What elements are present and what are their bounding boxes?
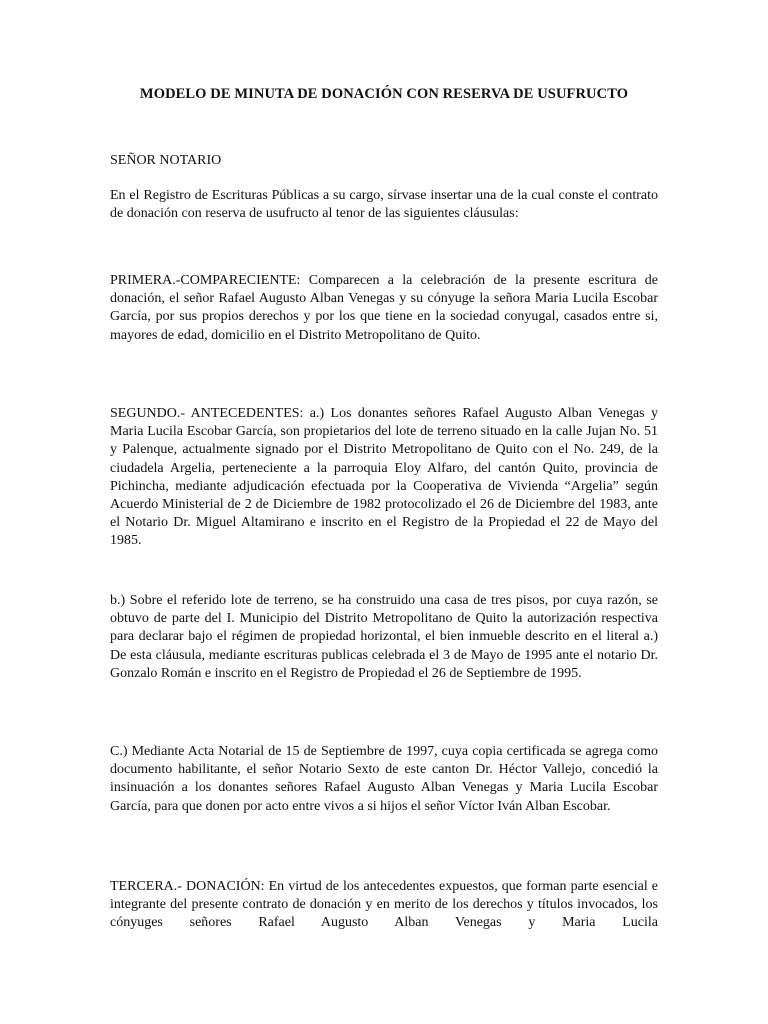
document-title: MODELO DE MINUTA DE DONACIÓN CON RESERVA DE USUFRUCTO xyxy=(139,86,629,102)
paragraph-antecedente-b: b.) Sobre el referido lote de terreno, se ha construido una casa de tres pisos, por cuya razón, se obtuvo de parte del I. Municipio del Distrito Metropolitano de Quito la autorización respectiva para declarar bajo el régimen de propiedad horizontal, el bien inmueble descrito en el literal a.) De esta cláusula, mediante escrituras publicas celebrada el 3 de Mayo de 1995 ante el notario Dr. Gonzalo Román e inscrito en el Registro de Propiedad el 26 de Septiembre de 1995. xyxy=(110,593,658,681)
paragraph-segundo-antecedentes: SEGUNDO.- ANTECEDENTES: a.) Los donantes señores Rafael Augusto Alban Venegas y Maria Lucila Escobar García, son propietarios del lote de terreno situado en la calle Jujan No. 51 y Palenque, actualmente signado por el Distrito Metropolitano de Quito con el No. 249, de la ciudadela Argelia, perteneciente a la parroquia Eloy Alfaro, del cantón Quito, provincia de Pichincha, mediante adjudicación efectuada por la Cooperativa de Vivienda “Argelia” según Acuerdo Ministerial de 2 de Diciembre de 1982 protocolizado el 26 de Diciembre del 1983, ante el Notario Dr. Miguel Altamirano e inscrito en el Registro de la Propiedad el 22 de Mayo del 1985. xyxy=(110,406,658,549)
paragraph-primera-compareciente: PRIMERA.-COMPARECIENTE: Comparecen a la celebración de la presente escritura de donación, el señor Rafael Augusto Alban Venegas y su cónyuge la señora Maria Lucila Escobar García, por sus propios derechos y por los que tiene en la sociedad conyugal, casados entre si, mayores de edad, domicilio en el Distrito Metropolitano de Quito. xyxy=(110,273,658,343)
salutation: SEÑOR NOTARIO xyxy=(110,153,222,168)
paragraph-intro: En el Registro de Escrituras Públicas a su cargo, sírvase insertar una de la cual conste el contrato de donación con reserva de usufructo al tenor de las siguientes cláusulas: xyxy=(110,188,658,222)
paragraph-tercera-donacion: TERCERA.- DONACIÓN: En virtud de los antecedentes expuestos, que forman parte esencial e integrante del presente contrato de donación y en merito de los derechos y títulos invocados, los cónyuges señores Rafael Augusto Alban Venegas y Maria Lucila xyxy=(110,879,658,931)
paragraph-antecedente-c: C.) Mediante Acta Notarial de 15 de Septiembre de 1997, cuya copia certificada se agrega como documento habilitante, el señor Notario Sexto de este canton Dr. Héctor Vallejo, concedió la insinuación a los donantes señores Rafael Augusto Alban Venegas y Maria Lucila Escobar García, para que donen por acto entre vivos a si hijos el señor Víctor Iván Alban Escobar. xyxy=(110,744,658,814)
